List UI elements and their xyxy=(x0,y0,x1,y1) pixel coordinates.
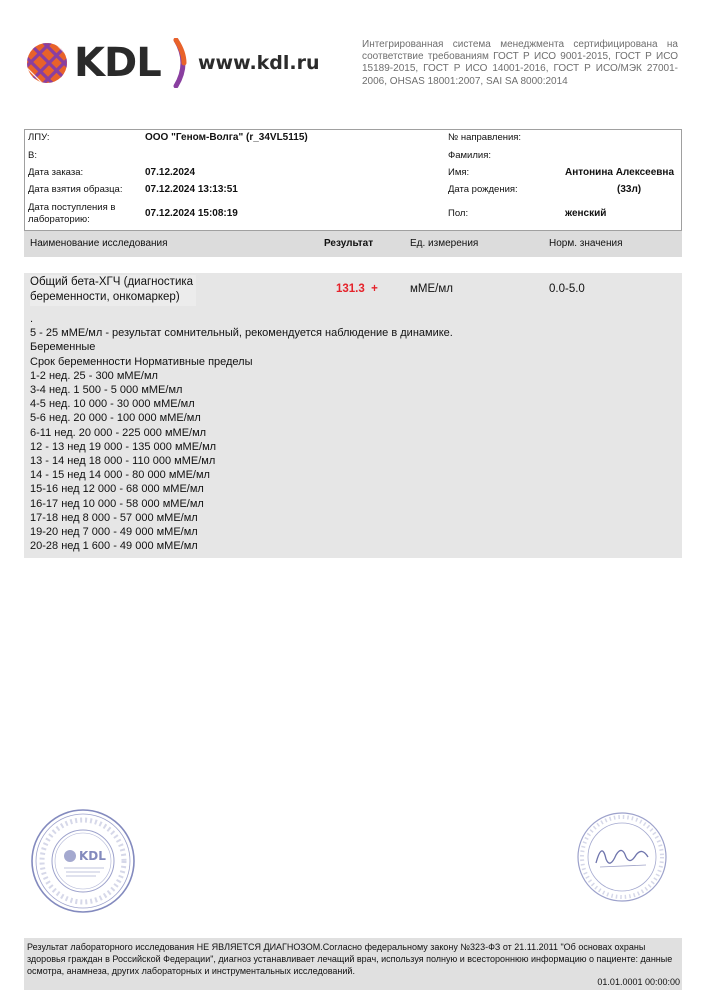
reference-note-line: 3-4 нед. 1 500 - 5 000 мМЕ/мл xyxy=(30,384,183,397)
sample-date-value: 07.12.2024 13:13:51 xyxy=(145,184,238,195)
report-header xyxy=(0,0,706,120)
column-test-name: Наименование исследования xyxy=(30,238,168,249)
test-name: Общий бета-ХГЧ (диагностика беременности, онкомаркер) xyxy=(30,275,196,306)
patient-info-block xyxy=(24,129,682,231)
reference-note-line: 4-5 нед. 10 000 - 30 000 мМЕ/мл xyxy=(30,398,195,411)
order-date-label: Дата заказа: xyxy=(28,167,84,178)
v-label: В: xyxy=(28,150,37,161)
reference-note-line: 6-11 нед. 20 000 - 225 000 мМЕ/мл xyxy=(30,426,207,439)
referral-label: № направления: xyxy=(448,132,522,143)
reference-note-line: . xyxy=(30,313,34,325)
column-unit: Ед. измерения xyxy=(410,238,479,249)
brand-website: www.kdl.ru xyxy=(198,52,320,74)
lab-date-label: Дата поступления в лабораторию: xyxy=(28,202,116,225)
order-date-value: 07.12.2024 xyxy=(145,167,196,178)
result-unit: мМЕ/мл xyxy=(410,283,453,295)
reference-note-line: 20-28 нед 1 600 - 49 000 мМЕ/мл xyxy=(30,540,198,553)
kdl-logo xyxy=(26,38,326,94)
reference-note-line: 5 - 25 мМЕ/мл - результат сомнительный, рекомендуется наблюдение в динамике. xyxy=(30,327,453,340)
reference-note-line: 17-18 нед 8 000 - 57 000 мМЕ/мл xyxy=(30,511,198,524)
column-result: Результат xyxy=(324,238,374,249)
results-table-header xyxy=(24,231,682,257)
reference-note-line: 1-2 нед. 25 - 300 мМЕ/мл xyxy=(30,369,158,382)
reference-note-line: 13 - 14 нед 18 000 - 110 000 мМЕ/мл xyxy=(30,455,216,468)
print-date: 01.01.0001 00:00:00 xyxy=(597,977,680,987)
reference-notes xyxy=(30,312,453,553)
sex-label: Пол: xyxy=(448,208,469,219)
reference-note-line: 5-6 нед. 20 000 - 100 000 мМЕ/мл xyxy=(30,412,201,425)
lab-date-value: 07.12.2024 15:08:19 xyxy=(145,208,238,219)
name-label: Имя: xyxy=(448,167,470,178)
sex-value: женский xyxy=(565,208,607,219)
reference-note-line: Беременные xyxy=(30,341,96,354)
birth-date-label: Дата рождения: xyxy=(448,184,518,195)
reference-note-line: Срок беременности Нормативные пределы xyxy=(30,355,253,368)
disclaimer-text: Результат лабораторного исследования НЕ ЯВЛЯЕТСЯ ДИАГНОЗОМ.Согласно федеральному закону №323-ФЗ от 21.11.2011 "Об основах охраны здоровья граждан в Российской Федерации", диагноз устанавливает лечащий врач, используя полную и всестороннюю информацию о пациенте: данные осмотра, анамнеза, других лабораторных и инструментальных исследований. xyxy=(27,942,673,976)
result-row xyxy=(24,273,682,558)
brand-name: KDL xyxy=(74,40,161,86)
name-value: Антонина Алексеевна xyxy=(565,167,675,178)
result-flag: + xyxy=(371,283,378,295)
organization-stamp xyxy=(30,808,136,914)
result-value xyxy=(336,283,378,295)
sample-date-label: Дата взятия образца: xyxy=(28,184,123,195)
lpu-label: ЛПУ: xyxy=(28,132,50,143)
kdl-globe-icon xyxy=(26,42,68,84)
brand-swoosh-icon xyxy=(172,38,192,88)
stamp-brand: KDL xyxy=(79,849,106,863)
reference-note-line: 12 - 13 нед 19 000 - 135 000 мМЕ/мл xyxy=(30,440,217,453)
result-norm: 0.0-5.0 xyxy=(549,283,585,295)
doctor-stamp xyxy=(576,811,668,903)
result-number: 131.3 xyxy=(336,283,365,295)
lpu-value: ООО "Геном-Волга" (r_34VL5115) xyxy=(145,132,308,143)
reference-note-line: 15-16 нед 12 000 - 68 000 мМЕ/мл xyxy=(30,483,204,496)
age-value: (33л) xyxy=(617,184,642,195)
reference-note-line: 19-20 нед 7 000 - 49 000 мМЕ/мл xyxy=(30,526,198,539)
reference-note-line: 16-17 нед 10 000 - 58 000 мМЕ/мл xyxy=(30,497,204,510)
signature-mark xyxy=(596,850,648,863)
reference-note-line: 14 - 15 нед 14 000 - 80 000 мМЕ/мл xyxy=(30,469,210,482)
surname-label: Фамилия: xyxy=(448,150,491,161)
disclaimer-footer xyxy=(24,938,682,990)
column-norm: Норм. значения xyxy=(549,238,623,249)
certification-text: Интегрированная система менеджмента сертифицирована на соответствие требованиям ГОСТ Р ИСО 9001-2015, ГОСТ Р ИСО 15189-2015, ГОСТ Р ИСО 14001-2016, ГОСТ Р ИСО/МЭК 27001-2006, OHSAS 18001:2007, SAI SA 8000:2014 xyxy=(362,39,678,87)
